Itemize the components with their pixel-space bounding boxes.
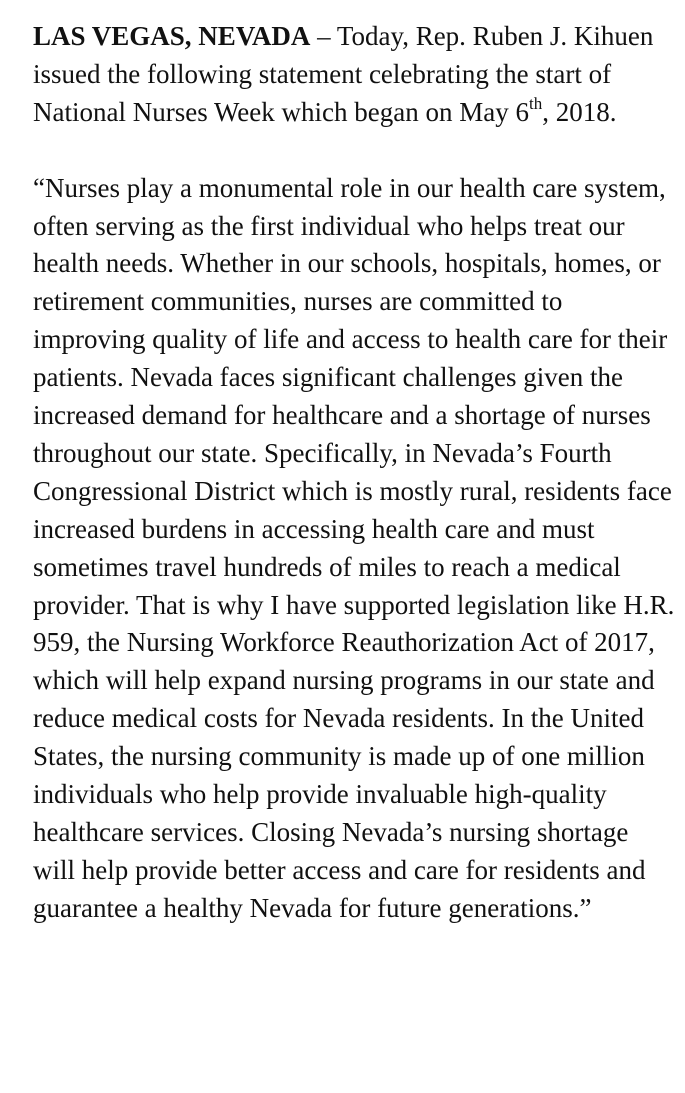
intro-year: , 2018. — [542, 96, 617, 127]
intro-paragraph — [33, 18, 677, 132]
dateline: LAS VEGAS, NEVADA — [33, 21, 311, 51]
intro-text: – Today, Rep. Ruben J. Kihuen issued the following statement celebrating the start of National Nurses Week which began on May 6 — [33, 21, 654, 127]
statement-paragraph: “Nurses play a monumental role in our health care system, often serving as the first individual who helps treat our health needs. Whether in our schools, hospitals, homes, or retirement communities, nurses are committed to improving quality of life and access to health care for their patients. Nevada faces significant challenges given the increased demand for healthcare and a shortage of nurses throughout our state. Specifically, in Nevada’s Fourth Congressional District which is mostly rural, residents face increased burdens in accessing health care and must sometimes travel hundreds of miles to reach a medical provider. That is why I have supported legislation like H.R. 959, the Nursing Workforce Reauthorization Act of 2017, which will help expand nursing programs in our state and reduce medical costs for Nevada residents. In the United States, the nursing community is made up of one million individuals who help provide invaluable high-quality healthcare services. Closing Nevada’s nursing shortage will help provide better access and care for residents and guarantee a healthy Nevada for future generations.” — [33, 172, 675, 923]
date-ordinal-suffix: th — [528, 93, 543, 113]
